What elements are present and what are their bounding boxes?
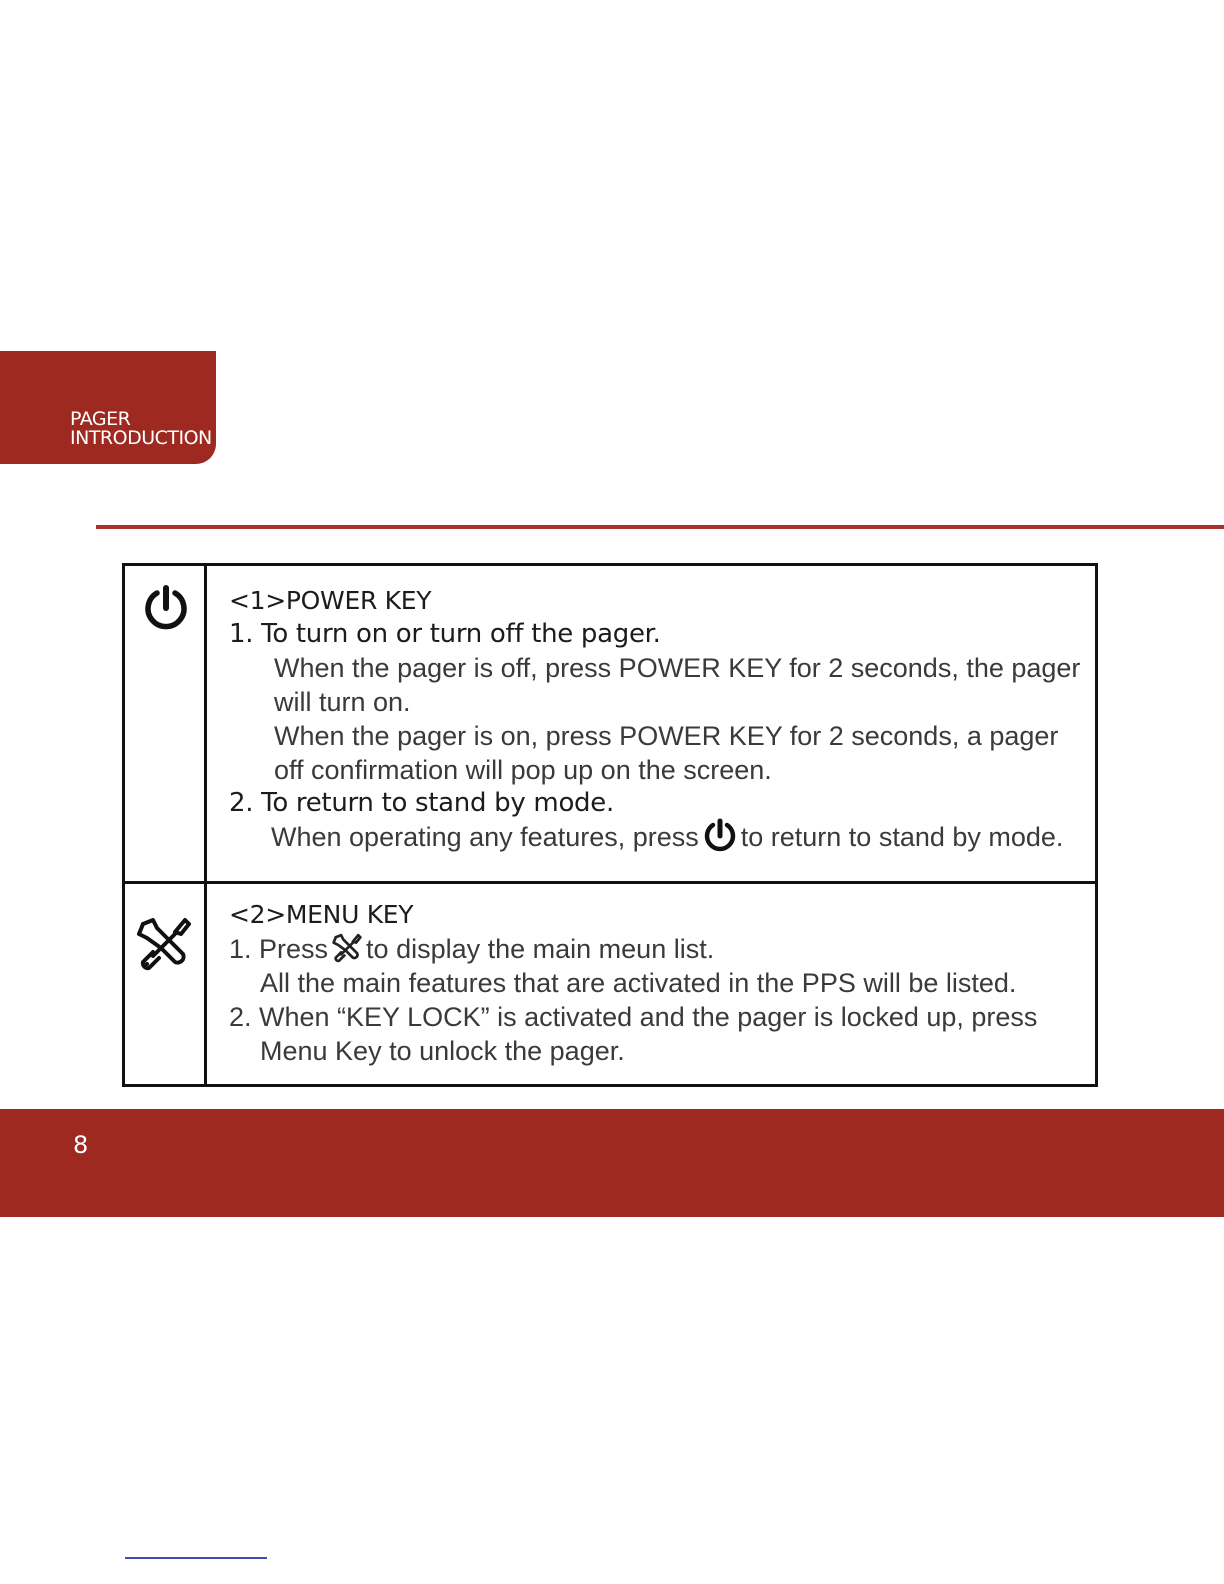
power-step2-text-before: When operating any features, press bbox=[271, 822, 699, 853]
power-step2-line bbox=[271, 824, 1063, 854]
menu-step2-line1: 2. When “KEY LOCK” is activated and the pager is locked up, press bbox=[229, 1002, 1038, 1032]
power-key-row bbox=[125, 566, 1095, 884]
power-step2-text-after: to return to stand by mode. bbox=[740, 822, 1064, 853]
power-step1-line4: off confirmation will pop up on the screen. bbox=[274, 755, 772, 785]
power-step2-heading: 2. To return to stand by mode. bbox=[229, 788, 614, 818]
power-key-title: <1>POWER KEY bbox=[229, 586, 432, 615]
power-step1-line2: will turn on. bbox=[274, 687, 411, 717]
section-tab-line-1: PAGER bbox=[70, 408, 131, 430]
page-number: 8 bbox=[73, 1131, 89, 1159]
power-step1-line3: When the pager is on, press POWER KEY for 2 seconds, a pager bbox=[274, 721, 1059, 751]
power-step1-heading: 1. To turn on or turn off the pager. bbox=[229, 619, 661, 649]
menu-key-text-cell bbox=[207, 884, 1095, 1084]
section-tab-line-2: INTRODUCTION bbox=[70, 427, 212, 449]
menu-key-row bbox=[125, 884, 1095, 1084]
menu-step2-line2: Menu Key to unlock the pager. bbox=[260, 1036, 625, 1066]
section-tab bbox=[0, 351, 216, 464]
header-rule bbox=[96, 525, 1224, 529]
menu-key-title: <2>MENU KEY bbox=[229, 900, 414, 929]
power-key-icon-cell bbox=[125, 566, 207, 881]
power-icon bbox=[143, 584, 189, 632]
footer-band bbox=[0, 1109, 1224, 1217]
menu-key-icon-cell bbox=[125, 884, 207, 1084]
power-step1-line1: When the pager is off, press POWER KEY for 2 seconds, the pager bbox=[274, 653, 1081, 683]
power-icon-inline bbox=[703, 818, 737, 854]
power-key-text-cell bbox=[207, 566, 1095, 881]
menu-step1-line2: All the main features that are activated in the PPS will be listed. bbox=[260, 968, 1017, 998]
tools-icon-inline bbox=[330, 933, 364, 963]
tools-icon bbox=[135, 916, 193, 972]
menu-step1-text-after: to display the main meun list. bbox=[366, 934, 715, 964]
menu-step1-text-before: 1. Press bbox=[229, 934, 329, 964]
menu-step1-line bbox=[229, 936, 714, 963]
key-table bbox=[122, 563, 1098, 1087]
footnote-rule bbox=[125, 1557, 267, 1559]
